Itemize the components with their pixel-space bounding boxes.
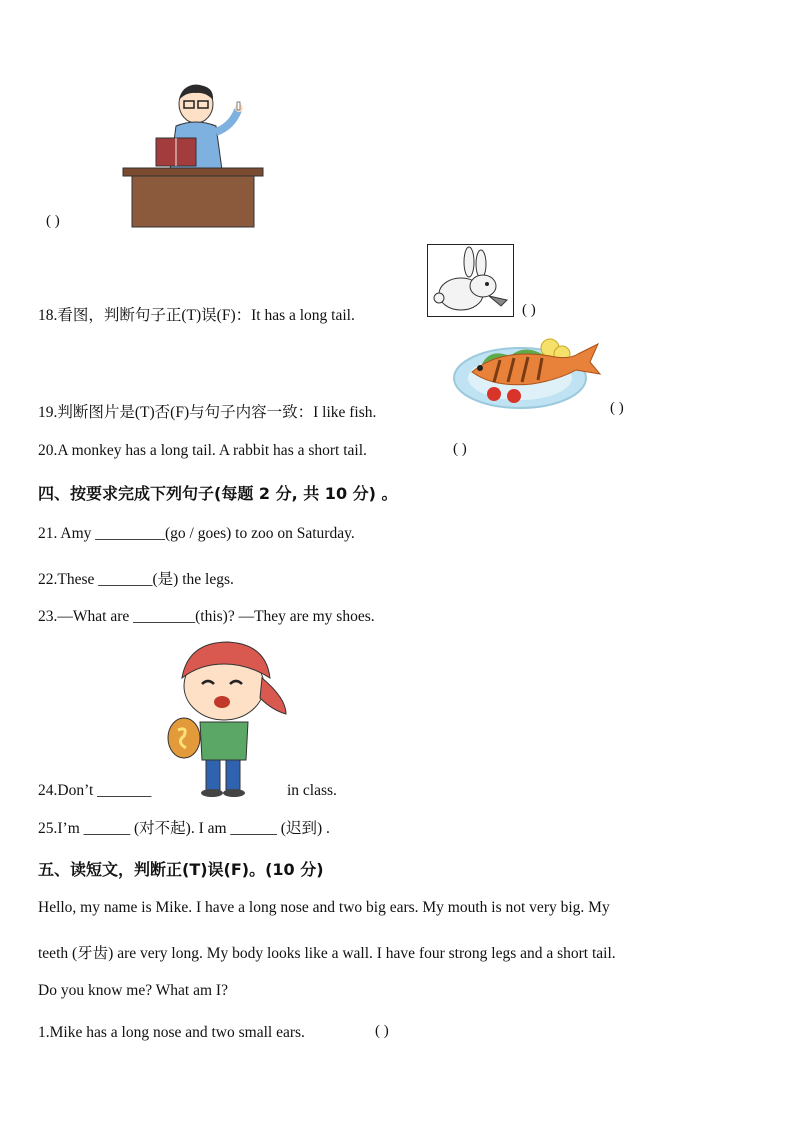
teacher-at-desk-image <box>120 82 266 230</box>
q20-text: 20.A monkey has a long tail. A rabbit has a short tail. <box>38 442 367 459</box>
q19-answer-paren: ( ) <box>610 400 624 416</box>
passage-line-2: teeth (牙齿) are very long. My body looks like a wall. I have four strong legs and a short tail. <box>38 945 616 962</box>
q17-answer-paren: ( ) <box>46 213 60 229</box>
q19-text: 19.判断图片是(T)否(F)与句子内容一致：I like fish. <box>38 404 377 421</box>
section5-heading: 五、读短文，判断正(T)误(F)。(10 分) <box>38 860 324 879</box>
q22-text: 22.These _______(是) the legs. <box>38 571 234 588</box>
q18-answer-paren: ( ) <box>522 302 536 318</box>
passage-line-1: Hello, my name is Mike. I have a long nose and two big ears. My mouth is not very big. My <box>38 899 610 916</box>
p1-answer-paren: ( ) <box>375 1023 389 1039</box>
q24-text-after: in class. <box>287 782 337 799</box>
q20-answer-paren: ( ) <box>453 441 467 457</box>
p1-text: 1.Mike has a long nose and two small ears. <box>38 1024 305 1041</box>
q25-text: 25.I’m ______ (对不起). I am ______ (迟到) . <box>38 820 330 837</box>
q18-text: 18.看图，判断句子正(T)误(F)：It has a long tail. <box>38 307 355 324</box>
passage-line-3: Do you know me? What am I? <box>38 982 228 999</box>
q21-text: 21. Amy _________(go / goes) to zoo on Saturday. <box>38 525 355 542</box>
rabbit-image <box>427 244 515 318</box>
q23-text: 23.—What are ________(this)? —They are my shoes. <box>38 608 375 625</box>
boy-eating-image <box>162 638 290 798</box>
q24-text-before: 24.Don’t _______ <box>38 782 152 799</box>
fried-fish-plate-image <box>450 334 602 416</box>
section4-heading: 四、按要求完成下列句子(每题 2 分, 共 10 分) 。 <box>38 484 398 503</box>
